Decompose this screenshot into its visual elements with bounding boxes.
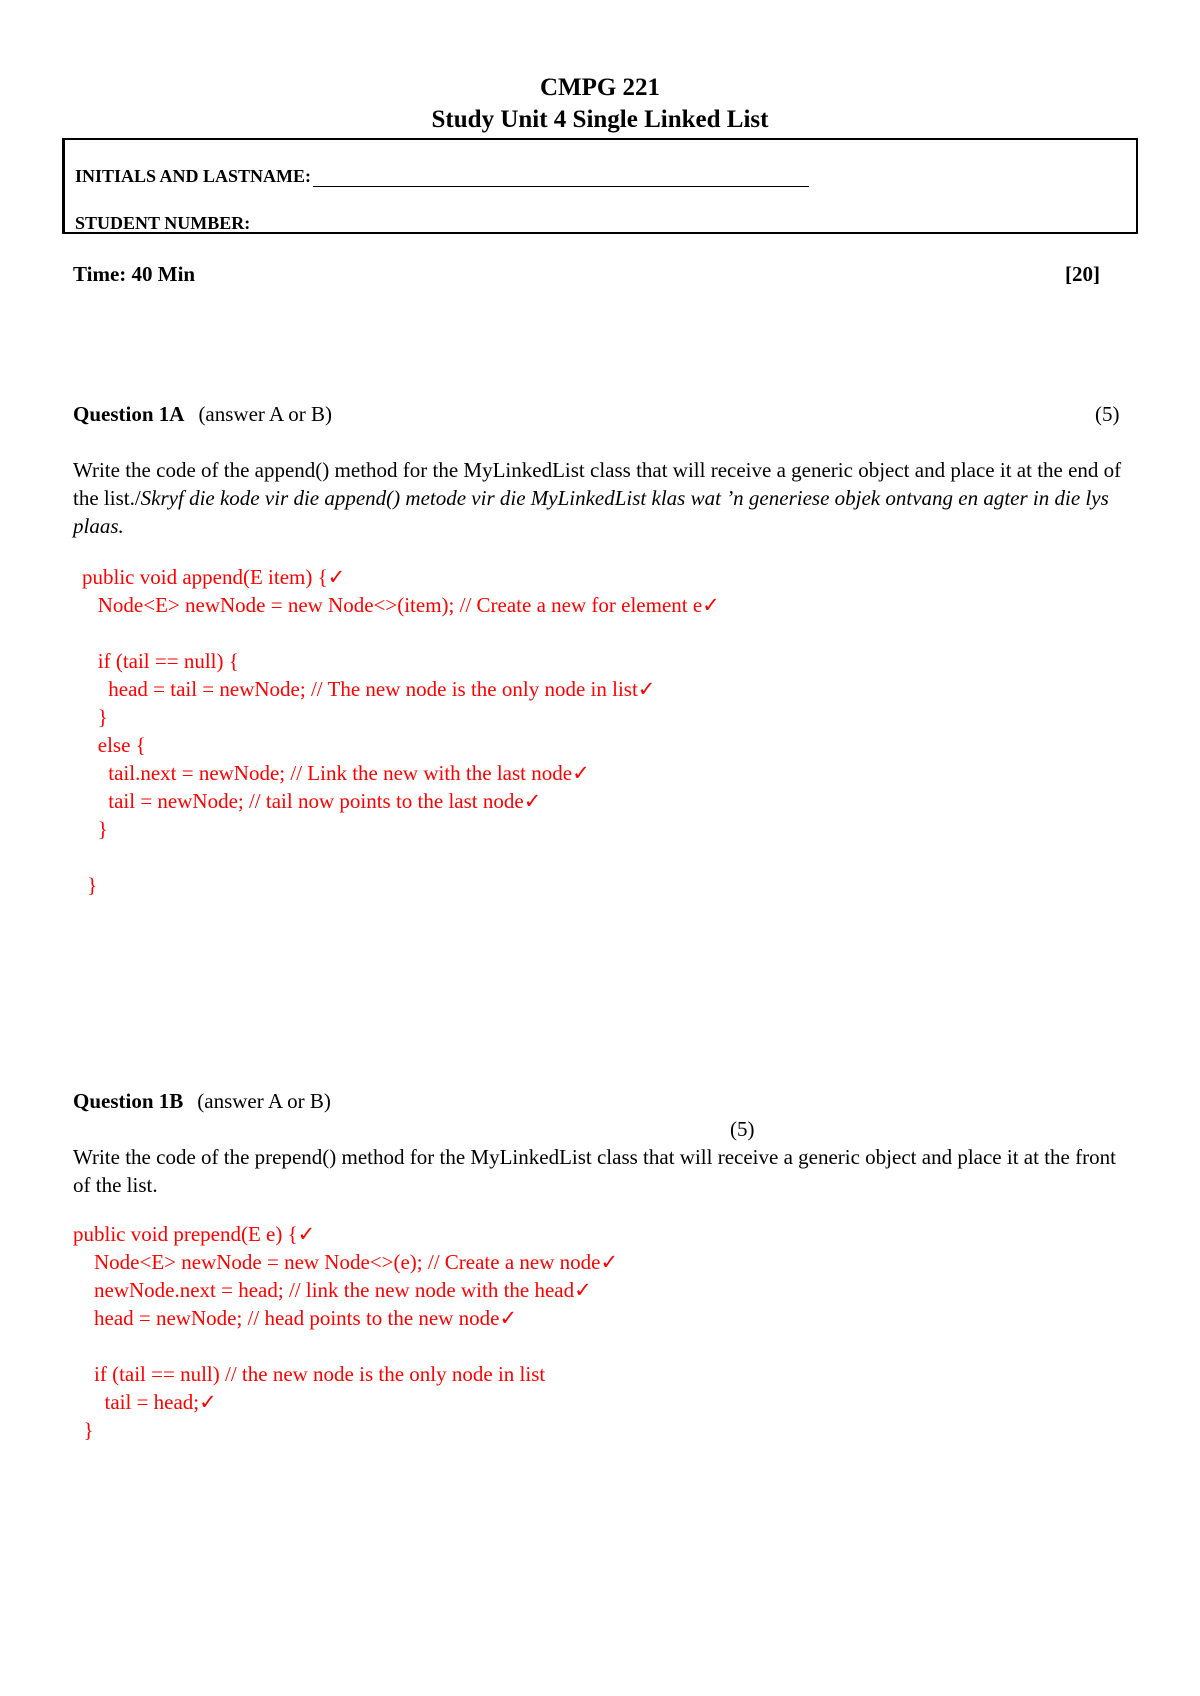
code-line: public void append(E item) {✓: [82, 565, 346, 589]
code-line: tail.next = newNode; // Link the new with the last node✓: [82, 761, 590, 785]
name-label: INITIALS AND LASTNAME:: [75, 166, 312, 186]
code-line: [82, 619, 720, 647]
question-1b-heading: [73, 1089, 331, 1114]
code-line: head = newNode; // head points to the new node✓: [73, 1306, 518, 1330]
question-1b-text: Write the code of the prepend() method for the MyLinkedList class that will receive a generic object and place it at the front of the list.: [73, 1145, 1116, 1197]
question-1b-marks: (5): [730, 1117, 755, 1141]
question-1b-answer-code: [73, 1220, 618, 1444]
question-1b-title: Question 1B: [73, 1089, 184, 1113]
code-line: newNode.next = head; // link the new node with the head✓: [73, 1278, 592, 1302]
code-line: }: [82, 873, 98, 897]
question-1a-text-afrikaans: Skryf die kode vir die append() metode vir die MyLinkedList klas wat ’n generiese objek ontvang en agter in die lys plaas.: [73, 486, 1109, 538]
number-row: [75, 213, 880, 234]
question-1a-instruction: (answer A or B): [198, 402, 332, 426]
name-row: [75, 166, 809, 187]
code-line: Node<E> newNode = new Node<>(item); // Create a new for element e✓: [82, 593, 720, 617]
question-1b-instruction: (answer A or B): [197, 1089, 331, 1113]
name-blank-line[interactable]: [313, 170, 809, 187]
code-line: Node<E> newNode = new Node<>(e); // Create a new node✓: [73, 1250, 619, 1274]
course-code: CMPG 221: [539, 74, 661, 101]
question-1a-title: Question 1A: [73, 402, 185, 426]
code-line: }: [82, 705, 108, 729]
code-line: if (tail == null) {: [82, 649, 239, 673]
code-line: }: [82, 817, 108, 841]
code-line: }: [73, 1418, 94, 1442]
page-title: Study Unit 4 Single Linked List: [431, 106, 769, 133]
question-1a-marks: (5): [1095, 402, 1120, 426]
question-1a-text-english: Write the code of the append() method for the MyLinkedList class that will receive a generic object and place it at the end of the list./: [73, 458, 1122, 510]
code-line: [73, 1332, 618, 1360]
code-line: public void prepend(E e) {✓: [73, 1222, 316, 1246]
question-1a-text: [73, 456, 1123, 540]
code-line: head = tail = newNode; // The new node is the only node in list✓: [82, 677, 656, 701]
time-limit: Time: 40 Min: [73, 262, 196, 286]
code-line: [82, 843, 720, 871]
student-info-box: [62, 138, 1138, 234]
question-1a-answer-code: [82, 563, 720, 899]
code-line: tail = newNode; // tail now points to the last node✓: [82, 789, 542, 813]
student-number-label: STUDENT NUMBER:: [75, 213, 251, 233]
student-number-blank-line[interactable]: [252, 217, 880, 234]
code-line: if (tail == null) // the new node is the only node in list: [73, 1362, 546, 1386]
code-line: else {: [82, 733, 146, 757]
code-line: tail = head;✓: [73, 1390, 217, 1414]
total-marks: [20]: [1065, 262, 1100, 286]
question-1a-heading: [73, 402, 332, 427]
